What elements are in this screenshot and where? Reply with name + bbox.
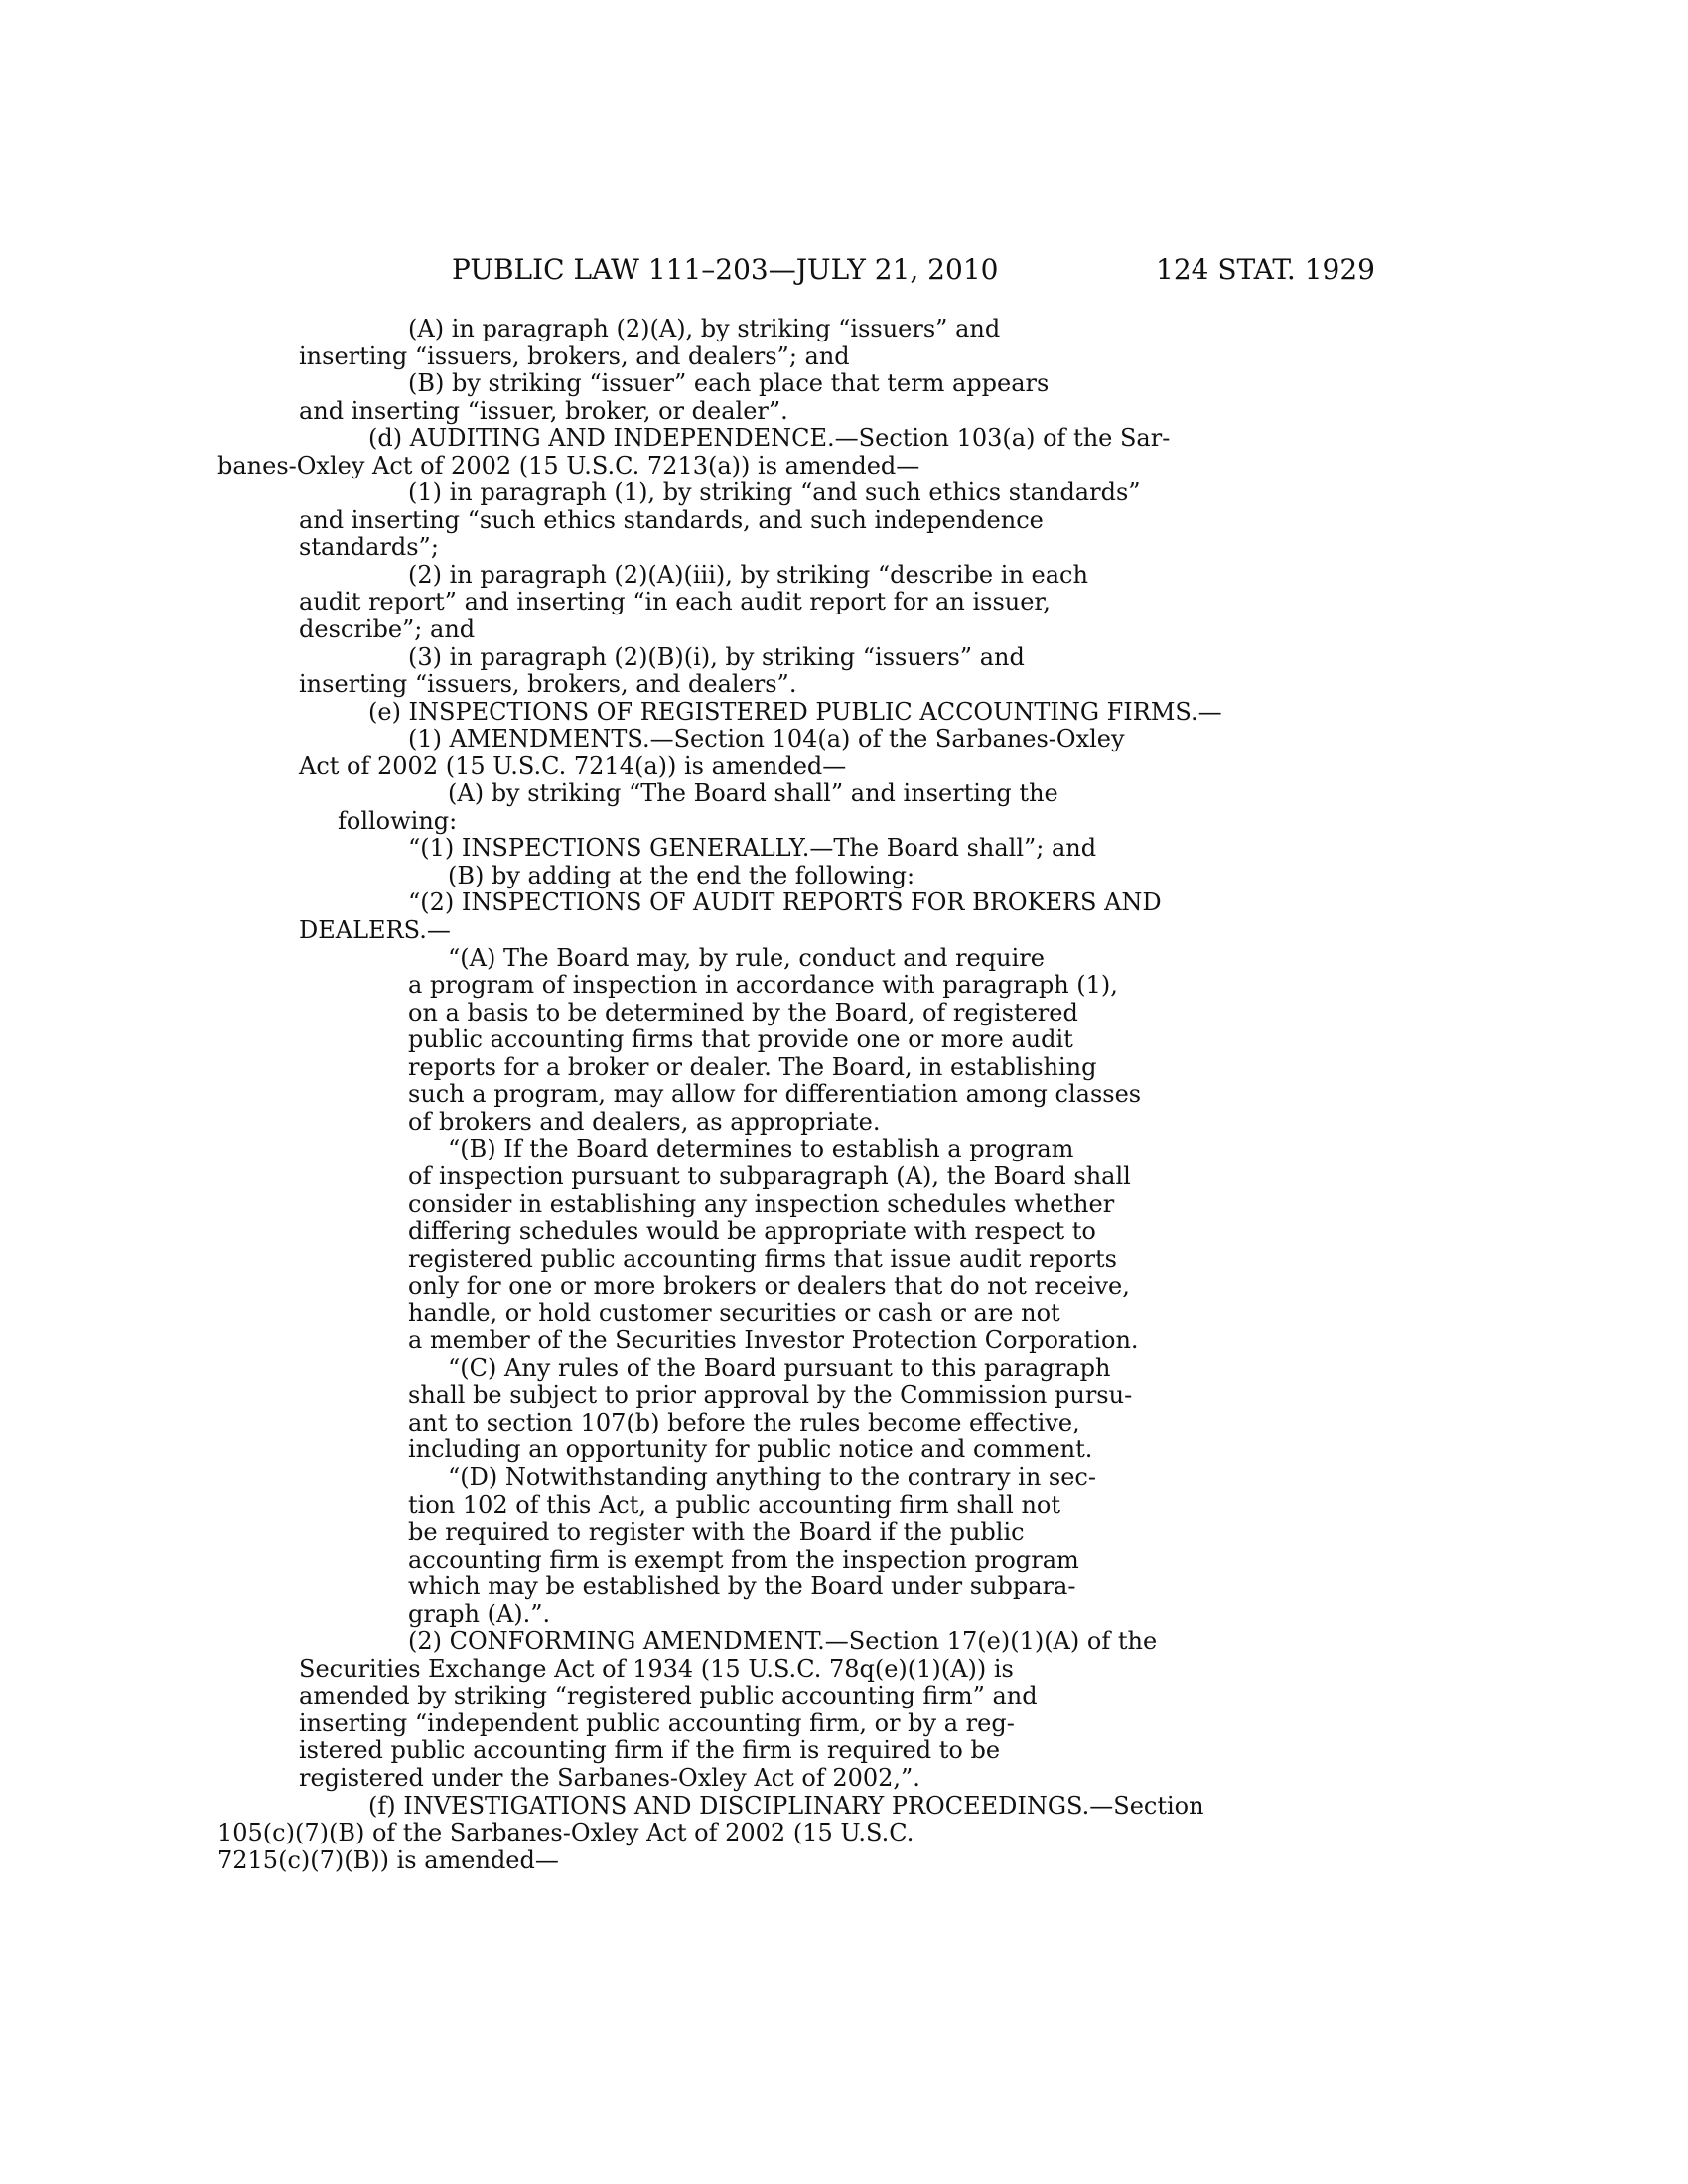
text-line: handle, or hold customer securities or cash or are not [408,1298,1060,1327]
text-line: and inserting “issuer, broker, or dealer”. [299,396,788,425]
text-line: tion 102 of this Act, a public accounting firm shall not [408,1490,1060,1519]
text-line: (2) CONFORMING AMENDMENT.—Section 17(e)(1)(A) of the [408,1627,1158,1656]
text-line: such a program, may allow for differentiation among classes [408,1080,1142,1109]
text-line: (A) in paragraph (2)(A), by striking “issuers” and [408,315,1001,342]
text-line: (f) INVESTIGATIONS AND DISCIPLINARY PROCEEDINGS.—Section [368,1791,1204,1820]
text-line: “(2) INSPECTIONS OF AUDIT REPORTS FOR BROKERS AND [408,888,1162,917]
text-line: only for one or more brokers or dealers that do not receive, [408,1272,1130,1300]
text-line: standards”; [299,533,439,562]
text-line: 105(c)(7)(B) of the Sarbanes-Oxley Act of 2002 (15 U.S.C. [217,1819,914,1847]
text-line: which may be established by the Board under subpara- [408,1572,1076,1601]
text-line: (2) in paragraph (2)(A)(iii), by striking “describe in each [408,560,1088,589]
text-line: amended by striking “registered public accounting firm” and [299,1682,1038,1710]
text-line: a program of inspection in accordance with paragraph (1), [408,971,1118,1000]
text-line: describe”; and [299,615,476,644]
text-line: consider in establishing any inspection schedules whether [408,1189,1115,1218]
text-line: (3) in paragraph (2)(B)(i), by striking “issuers” and [408,642,1025,671]
text-line: (B) by adding at the end the following: [448,861,915,889]
text-line: shall be subject to prior approval by the Commission pursu- [408,1381,1133,1410]
text-line: inserting “issuers, brokers, and dealers”. [299,670,797,699]
text-line: audit report” and inserting “in each audit report for an issuer, [299,588,1051,616]
text-line: and inserting “such ethics standards, and such independence [299,505,1044,534]
statute-citation: 124 STAT. 1929 [1156,253,1375,286]
text-line: (A) by striking “The Board shall” and inserting the [448,779,1058,808]
text-line: Securities Exchange Act of 1934 (15 U.S.C. 78q(e)(1)(A)) is [299,1654,1014,1683]
page-header [452,250,1375,290]
text-line: registered under the Sarbanes-Oxley Act of 2002,”. [299,1763,920,1792]
text-line: reports for a broker or dealer. The Board, in establishing [408,1052,1097,1081]
text-line: 7215(c)(7)(B)) is amended— [217,1845,559,1874]
text-line: inserting “issuers, brokers, and dealers”; and [299,341,850,370]
text-line: registered public accounting firms that issue audit reports [408,1244,1117,1273]
text-line: banes-Oxley Act of 2002 (15 U.S.C. 7213(a)) is amended— [217,451,920,479]
text-line: (1) AMENDMENTS.—Section 104(a) of the Sarbanes-Oxley [408,725,1125,753]
document-body [217,315,1222,1874]
text-line: graph (A).”. [408,1599,551,1628]
text-line: including an opportunity for public notice and comment. [408,1435,1093,1464]
text-line: following: [338,806,458,835]
text-line: istered public accounting firm if the firm is required to be [299,1736,1001,1765]
text-line: “(A) The Board may, by rule, conduct and require [448,943,1045,972]
text-line: “(D) Notwithstanding anything to the contrary in sec- [448,1462,1096,1491]
text-line: “(B) If the Board determines to establish a program [448,1135,1074,1163]
text-line: of inspection pursuant to subparagraph (A), the Board shall [408,1161,1131,1190]
text-line: DEALERS.— [299,916,451,945]
text-line: “(1) INSPECTIONS GENERALLY.—The Board shall”; and [408,834,1097,863]
text-line: differing schedules would be appropriate with respect to [408,1217,1096,1246]
text-line: (e) INSPECTIONS OF REGISTERED PUBLIC ACCOUNTING FIRMS.— [368,697,1222,726]
text-line: accounting firm is exempt from the inspection program [408,1545,1079,1573]
text-line: be required to register with the Board if the public [408,1518,1025,1547]
text-line: Act of 2002 (15 U.S.C. 7214(a)) is amended— [299,751,847,780]
text-line: ant to section 107(b) before the rules become effective, [408,1408,1080,1436]
text-line: of brokers and dealers, as appropriate. [408,1107,881,1136]
text-line: (1) in paragraph (1), by striking “and such ethics standards” [408,478,1141,507]
text-line: a member of the Securities Investor Protection Corporation. [408,1326,1139,1355]
text-line: “(C) Any rules of the Board pursuant to this paragraph [448,1353,1111,1382]
text-line: on a basis to be determined by the Board, of registered [408,998,1078,1026]
text-line: (d) AUDITING AND INDEPENDENCE.—Section 103(a) of the Sar- [368,424,1171,453]
text-line: (B) by striking “issuer” each place that term appears [408,369,1050,398]
law-title: PUBLIC LAW 111–203—JULY 21, 2010 [452,253,999,286]
text-line: inserting “independent public accounting firm, or by a reg- [299,1708,1015,1737]
text-line: public accounting firms that provide one or more audit [408,1025,1073,1054]
